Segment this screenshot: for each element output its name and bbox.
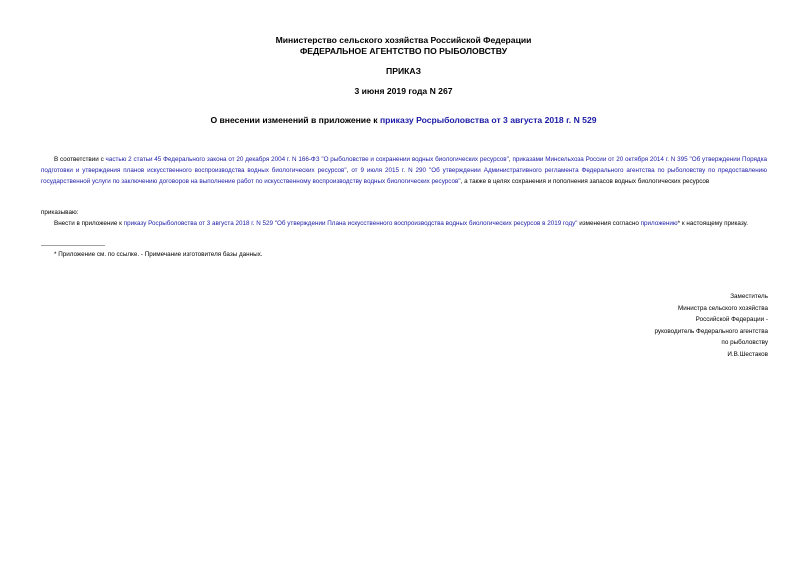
appendix-link[interactable]: приложению: [640, 220, 678, 227]
preamble-text-3: ,: [346, 167, 352, 174]
agency-heading: ФЕДЕРАЛЬНОЕ АГЕНТСТВО ПО РЫБОЛОВСТВУ: [299, 46, 508, 56]
order-word: приказываю:: [41, 209, 79, 216]
signature-line-country: Российской Федерации -: [695, 316, 768, 323]
preamble-text-4: , а также в целях сохранения и пополнения запасов водных биологических ресурсов: [460, 178, 710, 185]
minselkhoz-order-290-link[interactable]: от 9 июля 2015 г. N 290 "Об утверждении Административного регламента Федерального агентства по рыболовству по предоставлению государственной услуги по заключению договоров на выполнение работ по искусственному воспроизводству водных биологических ресурсов": [41, 167, 768, 185]
title-order-link[interactable]: приказу Росрыболовства от 3 августа 2018 г. N 529: [379, 115, 597, 125]
clause-paragraph: [41, 218, 767, 229]
signature-line-title: Заместитель: [730, 293, 768, 300]
clause-text-3: * к настоящему приказу.: [677, 220, 748, 227]
preamble-paragraph: [41, 154, 767, 187]
clause-text-1: Внести в приложение к: [54, 220, 124, 227]
signature-line-agency: по рыболовству: [721, 339, 768, 346]
federal-law-link[interactable]: частью 2 статьи 45 Федерального закона от 20 декабря 2004 г. N 166-ФЗ "О рыболовстве и сохранении водных биологических ресурсов": [105, 156, 509, 163]
preamble-text-2: ,: [508, 156, 513, 163]
document-type-heading: ПРИКАЗ: [386, 66, 421, 76]
minselkhoz-order-395-link[interactable]: приказами Минсельхоза России от 20 октября 2014 г. N 395 "Об утверждении Порядка подготовки и утверждения планов искусственного воспроизводства водных биологических ресурсов": [41, 156, 767, 174]
footnote: * Приложение см. по ссылке. - Примечание изготовителя базы данных.: [54, 251, 263, 258]
signature-line-ministry: Министра сельского хозяйства: [678, 304, 768, 312]
preamble-text-1: В соответствии с: [54, 156, 106, 163]
clause-text-2: изменения согласно: [577, 220, 641, 227]
rosrybolovstvo-order-529-link[interactable]: приказу Росрыболовства от 3 августа 2018 г. N 529 "Об утверждении Плана искусственного воспроизводства водных биологических ресурсов в 2019 году": [123, 220, 578, 227]
ministry-heading: Министерство сельского хозяйства Российской Федерации: [275, 35, 532, 45]
document-title: [0, 115, 807, 126]
signature-name: И.В.Шестаков: [727, 350, 768, 358]
signature-line-position: руководитель Федерального агентства: [654, 327, 768, 335]
document-date-number: 3 июня 2019 года N 267: [354, 86, 453, 96]
document-title-text: О внесении изменений в приложение к: [210, 115, 380, 125]
footnote-divider: [41, 245, 105, 246]
